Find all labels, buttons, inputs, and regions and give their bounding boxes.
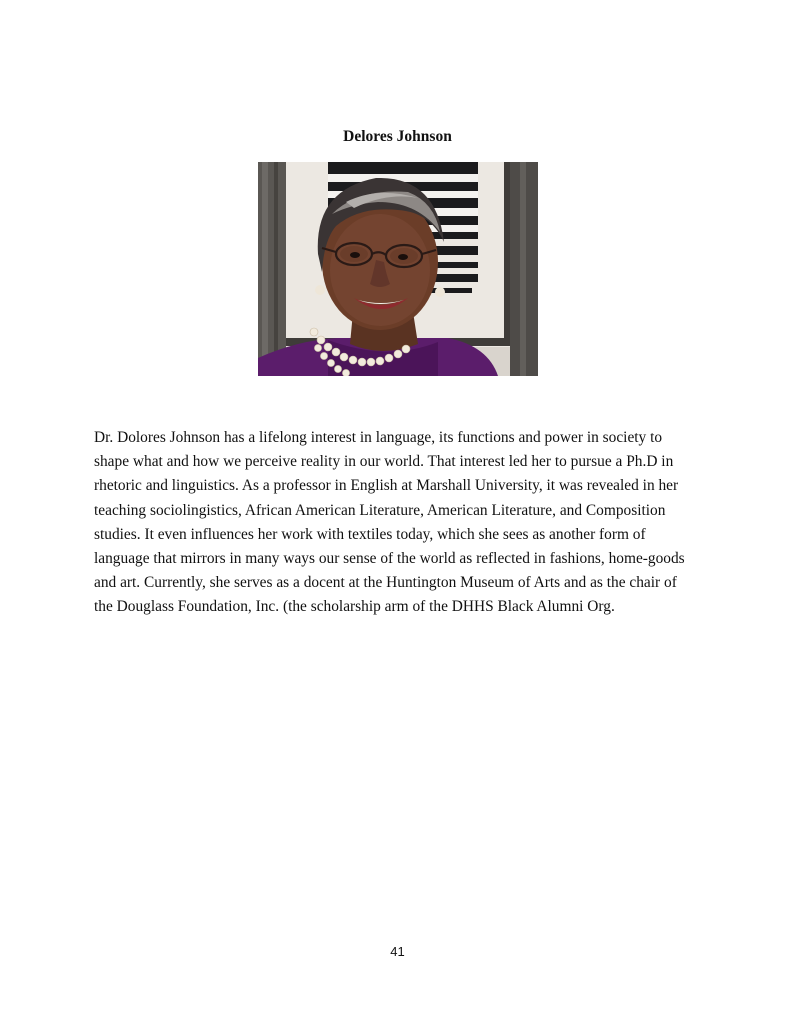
bio-line: and art. Currently, she serves as a docent at the Huntington Museum of Arts and as the chair of [94,574,677,592]
bio-line: teaching sociolingistics, African American Literature, American Literature, and Composition [94,501,666,519]
bio-line: Dr. Dolores Johnson has a lifelong interest in language, its functions and power in society to [94,429,663,446]
bio-line: rhetoric and linguistics. As a professor in English at Marshall University, it was revealed in her [94,477,679,495]
bio-line: shape what and how we perceive reality in our world. That interest led her to pursue a Ph.D in [94,453,674,471]
bio-line: the Douglass Foundation, Inc. (the scholarship arm of the DHHS Black Alumni Org. [94,598,615,616]
page-number: 41 [390,944,405,959]
bio-line: studies. It even influences her work with textiles today, which she sees as another form of [94,525,646,543]
bio-line: language that mirrors in many ways our sense of the world as reflected in fashions, home-goods [94,550,685,568]
page-title: Delores Johnson [343,128,452,145]
portrait-photo [258,162,538,376]
biography-paragraph [94,426,704,620]
